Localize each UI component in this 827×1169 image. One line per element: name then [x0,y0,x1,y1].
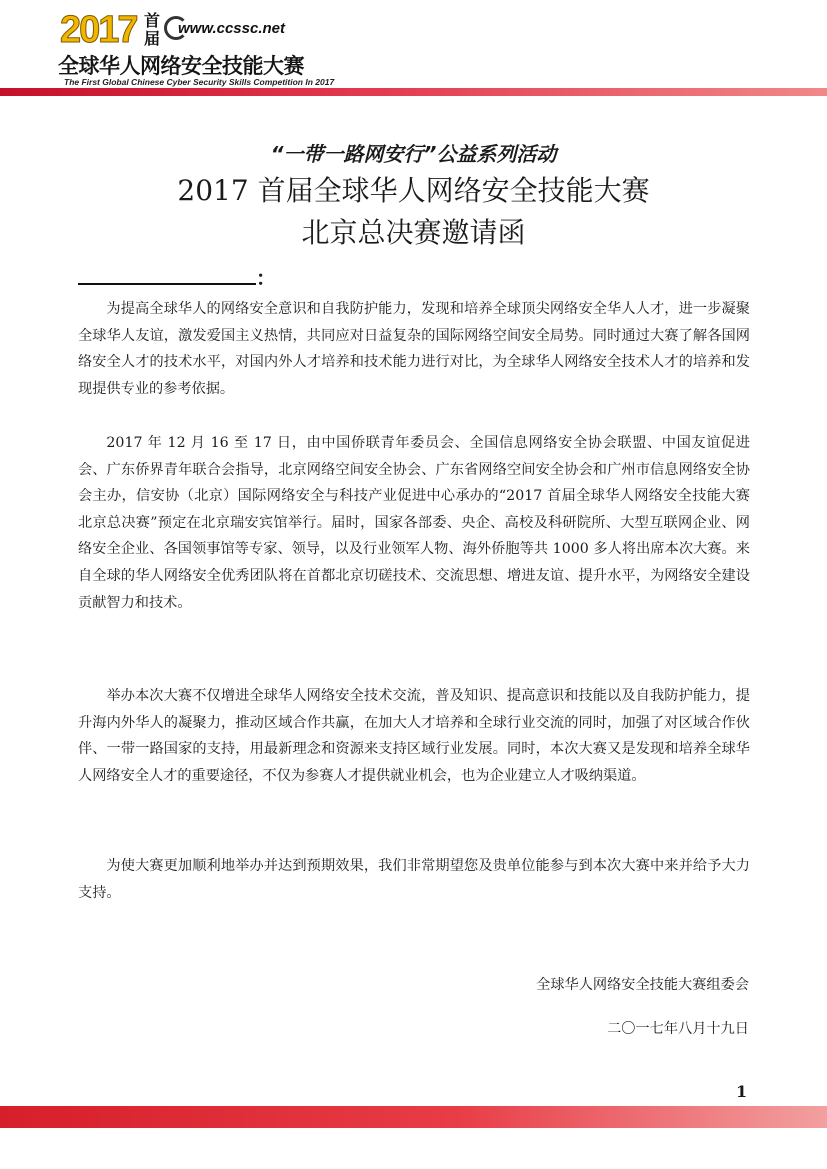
signature-organization: 全球华人网络安全技能大赛组委会 [536,977,749,993]
document-title-line2: 北京总决赛邀请函 [301,216,526,249]
logo-chinese-name: 全球华人网络安全技能大赛 [58,54,304,78]
addressee-line [78,262,276,291]
document-subtitle: “一带一路网安行”公益系列活动 [270,142,557,166]
logo-first-label: 首届 [144,11,161,48]
header-divider-bar [0,88,827,96]
logo-english-name: The First Global Chinese Cyber Security Skills Competition In 2017 [64,77,335,87]
page-number: 1 [736,1082,748,1101]
body-paragraph-3: 举办本次大赛不仅增进全球华人网络安全技术交流，普及知识、提高意识和技能以及自我防护能力，提升海内外华人的凝聚力，推动区域合作共赢，在加大人才培养和全球行业交流的同时，加强了对区域合作伙伴、一带一路国家的支持，用最新理念和资源来支持区域行业发展。同时，本次大赛又是发现和培养全球华人网络安全人才的重要途径，不仅为参赛人才提供就业机会，也为企业建立人才吸纳渠道。 [78,688,750,784]
addressee-blank [78,265,256,285]
logo-year: 2017 [60,9,137,51]
signature-date: 二〇一七年八月十九日 [607,1021,749,1037]
body-paragraph-4: 为使大赛更加顺利地举办并达到预期效果，我们非常期望您及贵单位能参与到本次大赛中来并给予大力支持。 [78,858,750,901]
addressee-colon: ： [256,266,276,290]
competition-logo [58,8,335,87]
body-paragraph-1: 为提高全球华人的网络安全意识和自我防护能力，发现和培养全球顶尖网络安全华人人才，进一步凝聚全球华人友谊，激发爱国主义热情，共同应对日益复杂的国际网络空间安全局势。同时通过大赛了解各国网络安全人才的技术水平，对国内外人才培养和技术能力进行对比，为全球华人网络安全技术人才的培养和发现提供专业的参考依据。 [78,301,750,397]
page-header [0,0,827,100]
document-title: 2017 首届全球华人网络安全技能大赛 [177,174,650,207]
footer-bar [0,1106,827,1128]
logo-url: www.ccssc.net [178,20,285,37]
body-paragraph-2: 2017 年 12 月 16 至 17 日，由中国侨联青年委员会、全国信息网络安全协会联盟、中国友谊促进会、广东侨界青年联合会指导，北京网络空间安全协会、广东省网络空间安全协会和广州市信息网络安全协会主办，信安协（北京）国际网络安全与科技产业促进中心承办的“2017 首届全球华人网络安全技能大赛北京总决赛”预定在北京瑞安宾馆举行。届时，国家各部委、央企、高校及科研院所、大型互联网企业、网络安全企业、各国领事馆等专家、领导，以及行业领军人物、海外侨胞等共 1000 多人将出席本次大赛。来自全球的华人网络安全优秀团队将在首都北京切磋技术、交流思想、增进友谊、提升水平，为网络安全建设贡献智力和技术。 [78,435,750,611]
